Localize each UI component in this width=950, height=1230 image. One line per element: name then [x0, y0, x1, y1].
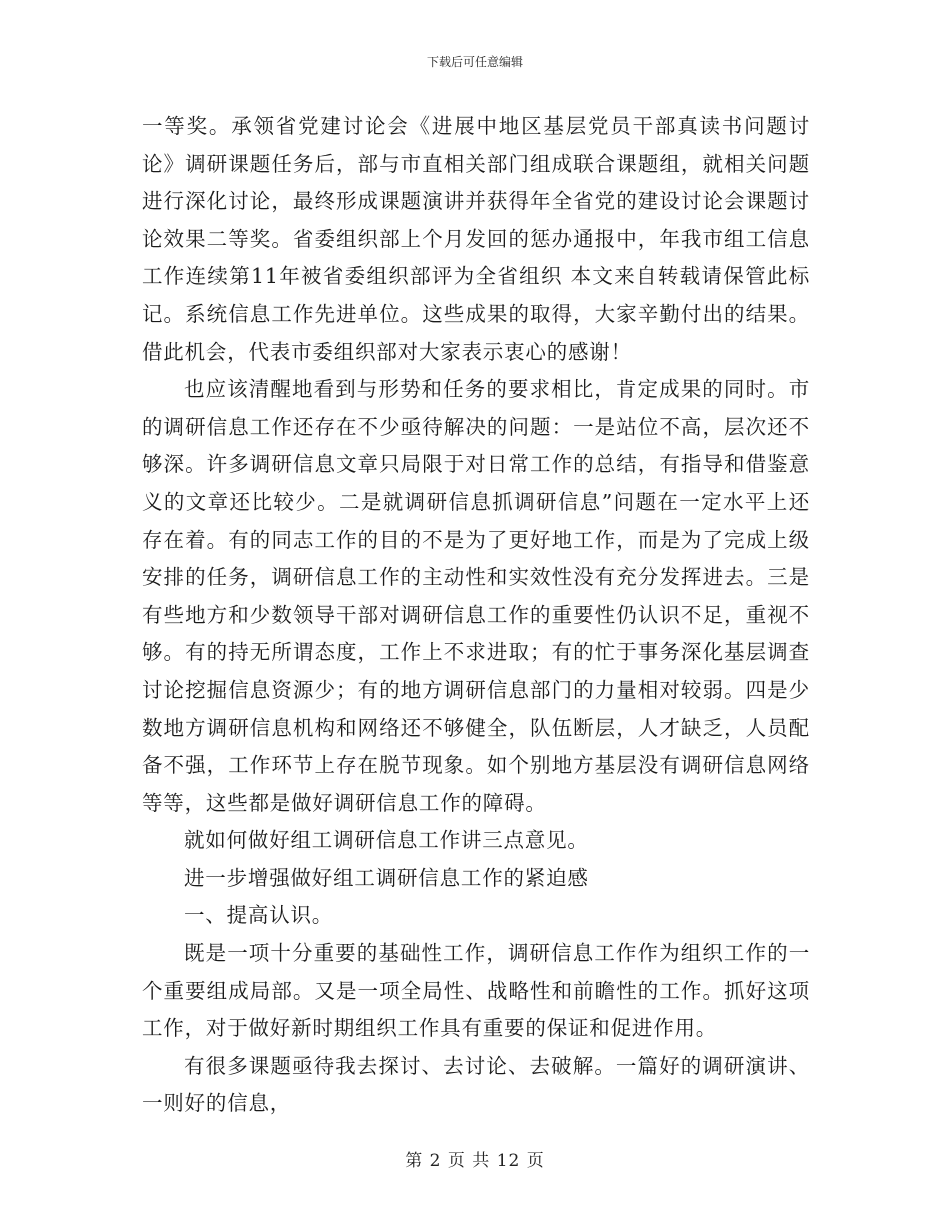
paragraph: 就如何做好组工调研信息工作讲三点意见。 — [184, 828, 589, 853]
paragraph: 也应该清醒地看到与形势和任务的要求相比，肯定成果的同时。市的调研信息工作还存在不少亟待解决的问题：一是站位不高，层次还不够深。许多调研信息文章只局限于对日常工作的总结，有指导和借鉴意义的文章还比较少。二是就调研信息抓调研信息”问题在一定水平上还存在着。有的同志工作的目的不是为了更好地工作，而是为了完成上级安排的任务，调研信息工作的主动性和实效性没有充分发挥进去。三是有些地方和少数领导干部对调研信息工作的重要性仍认识不足，重视不够。有的持无所谓态度，工作上不求进取；有的忙于事务深化基层调查讨论挖掘信息资源少；有的地方调研信息部门的力量相对较弱。四是少数地方调研信息机构和网络还不够健全，队伍断层，人才缺乏，人员配备不强，工作环节上存在脱节现象。如个别地方基层没有调研信息网络等等，这些都是做好调研信息工作的障碍。 — [142, 377, 810, 815]
page-number-footer: 第 2 页 共 12 页 — [405, 1151, 545, 1171]
page-header: 下载后可任意编辑 — [426, 55, 523, 69]
section-heading: 进一步增强做好组工调研信息工作的紧迫感 — [184, 865, 589, 890]
paragraph-continuation: 一等奖。承领省党建讨论会《进展中地区基层党员干部真读书问题讨论》调研课题任务后，部与市直相关部门组成联合课题组，就相关问题进行深化讨论，最终形成课题演讲并获得年全省党的建设讨论会课题讨论效果二等奖。省委组织部上个月发回的惩办通报中，年我市组工信息工作连续第11年被省委组织部评为全省组织 本文来自转载请保管此标记。系统信息工作先进单位。这些成果的取得，大家辛勤付出的结果。借此机会，代表市委组织部对大家表示衷心的感谢！ — [142, 114, 810, 364]
paragraph: 既是一项十分重要的基础性工作，调研信息工作作为组织工作的一个重要组成局部。又是一项全局性、战略性和前瞻性的工作。抓好这项工作，对于做好新时期组织工作具有重要的保证和促进作用。 — [142, 941, 810, 1041]
subsection-heading: 一、提高认识。 — [184, 903, 334, 928]
document-body — [142, 108, 810, 1123]
paragraph: 有很多课题亟待我去探讨、去讨论、去破解。一篇好的调研演讲、一则好的信息， — [142, 1053, 810, 1116]
